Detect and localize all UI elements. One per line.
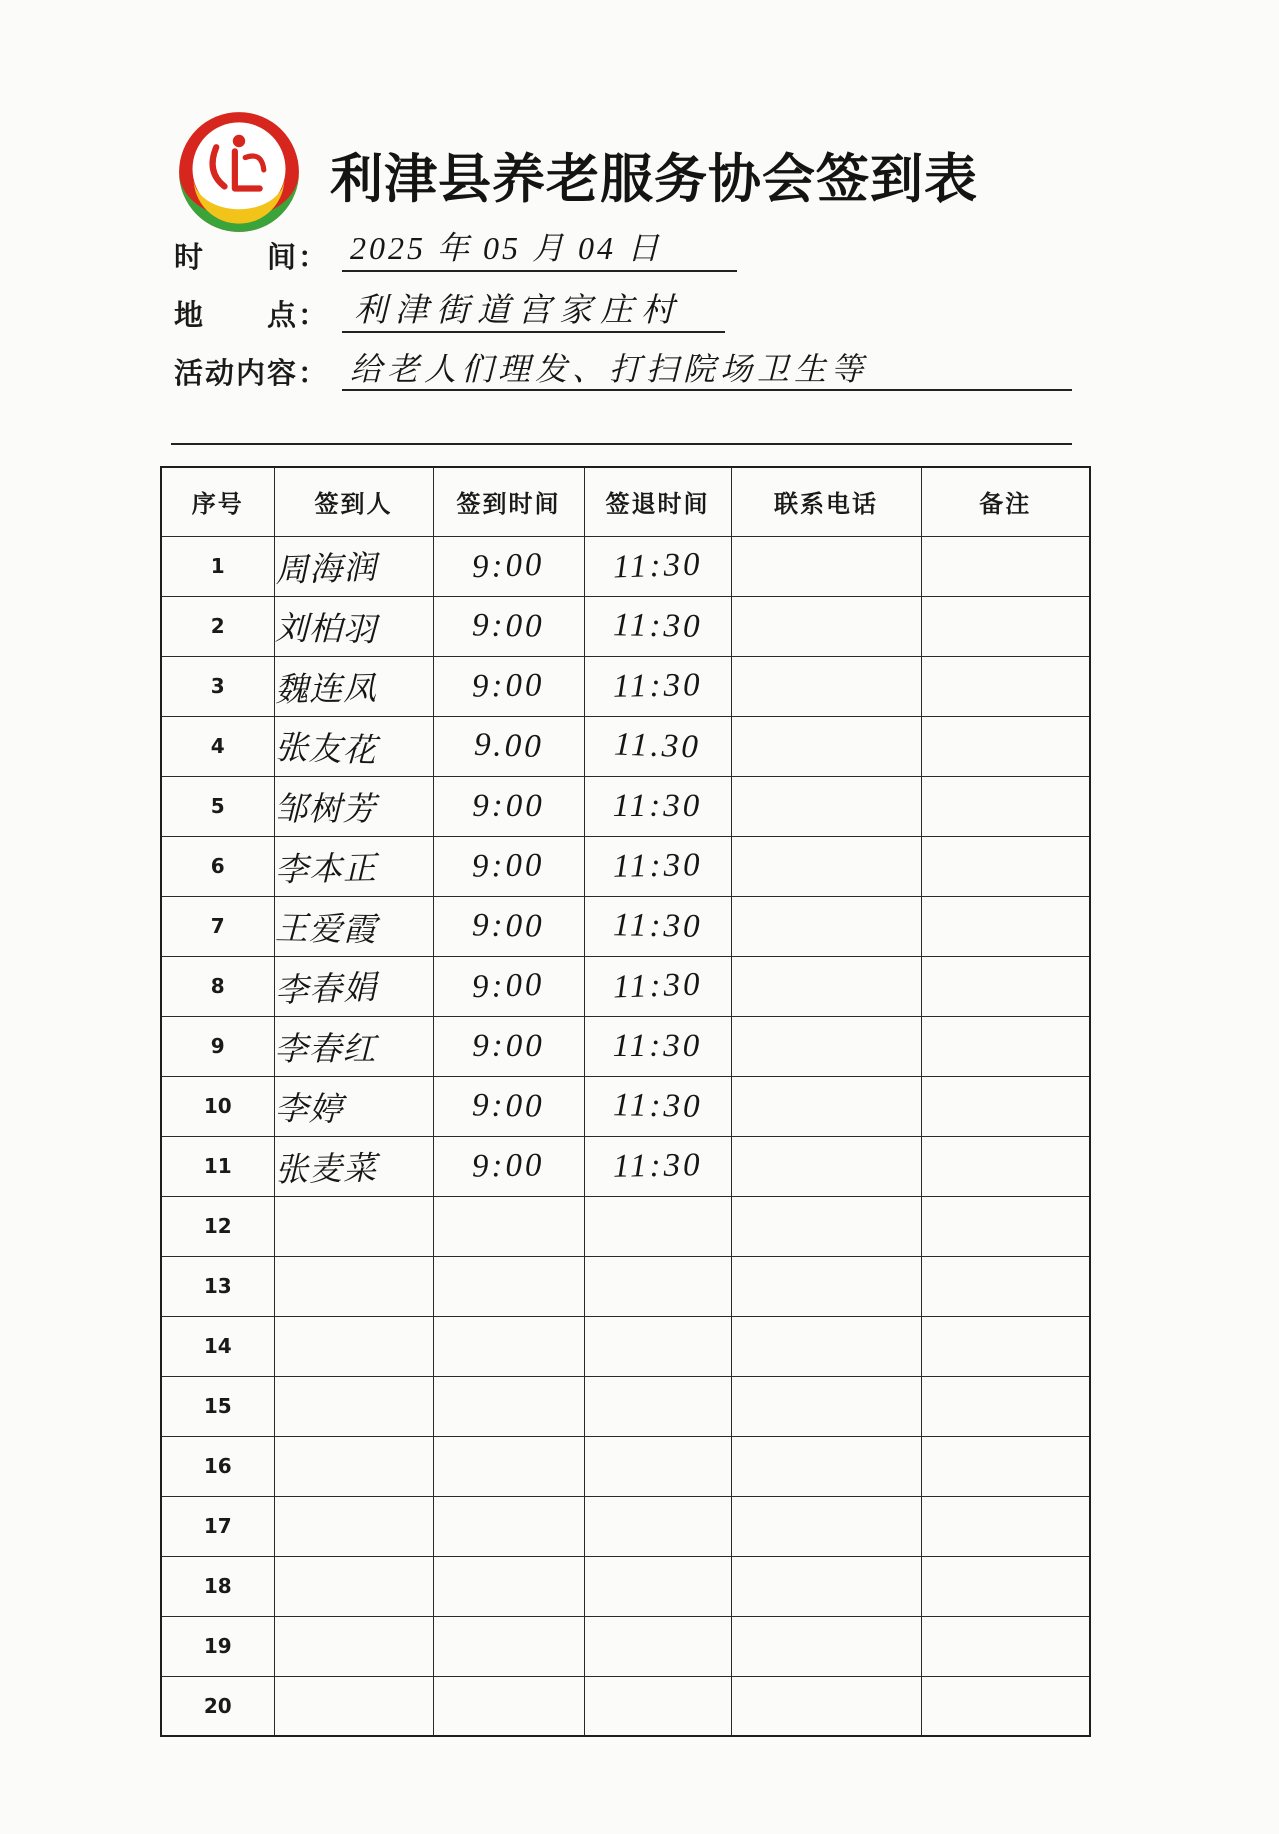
sign-in-time-cell: [433, 536, 584, 596]
table-header-row: [161, 467, 1090, 536]
remark-cell: [921, 1616, 1090, 1676]
sign-in-time: 9:00: [471, 1146, 546, 1185]
sign-in-time: 9:00: [471, 1086, 546, 1125]
table-row: [161, 596, 1090, 656]
sign-in-time: 9:00: [471, 666, 546, 705]
sign-in-time: 9:00: [472, 787, 545, 824]
time-value: 2025 年 05 月 04 日: [350, 230, 663, 266]
remark-cell: [921, 896, 1090, 956]
sign-in-time-cell: [433, 1016, 584, 1076]
sign-in-time-cell: [433, 956, 584, 1016]
signer-name-cell: [274, 1256, 433, 1316]
signer-name: 李春娟: [274, 969, 378, 1010]
remark-cell: [921, 1076, 1090, 1136]
contact-phone-cell: [731, 1196, 921, 1256]
sign-out-time: 11.30: [613, 725, 702, 766]
contact-phone-cell: [731, 716, 921, 776]
sign-in-time-cell: [433, 1496, 584, 1556]
table-row: [161, 956, 1090, 1016]
sign-out-time-cell: [584, 1676, 731, 1736]
sign-in-time-cell: [433, 1616, 584, 1676]
row-number-cell: 19: [161, 1616, 274, 1676]
sign-in-time: 9:00: [471, 906, 546, 945]
sign-in-time-cell: [433, 1436, 584, 1496]
row-number-cell: 3: [161, 656, 274, 716]
place-value: 利津街道宫家庄村: [354, 293, 682, 329]
signer-name-cell: [274, 1076, 433, 1136]
table-row: [161, 1256, 1090, 1316]
sign-in-time-cell: [433, 1376, 584, 1436]
signer-name: 魏连凤: [274, 670, 377, 709]
sign-in-time: 9:00: [472, 1027, 545, 1064]
row-number-cell: 2: [161, 596, 274, 656]
sign-out-time: 11:30: [612, 965, 703, 1006]
sign-in-time-cell: [433, 1136, 584, 1196]
sign-out-time-cell: [584, 1316, 731, 1376]
sign-out-time: 11:30: [612, 1146, 703, 1185]
row-number-cell: 20: [161, 1676, 274, 1736]
table-row: [161, 1196, 1090, 1256]
remark-cell: [921, 1676, 1090, 1736]
activity-value: 给老人们理发、打扫院场卫生等: [350, 351, 869, 387]
contact-phone-cell: [731, 836, 921, 896]
sign-out-time: 11:30: [612, 1086, 703, 1125]
signer-name: 李春红: [274, 1031, 377, 1068]
signer-name-cell: [274, 716, 433, 776]
sign-out-time-cell: [584, 716, 731, 776]
sign-in-time: 9:00: [471, 966, 546, 1005]
row-number-cell: 18: [161, 1556, 274, 1616]
row-number-cell: 6: [161, 836, 274, 896]
signer-name: 李本正: [274, 850, 377, 889]
signer-name-cell: [274, 1436, 433, 1496]
sign-in-time-cell: [433, 1256, 584, 1316]
contact-phone-cell: [731, 956, 921, 1016]
table-row: [161, 1016, 1090, 1076]
header-sign-in-time: 签到时间: [433, 467, 584, 536]
sign-out-time-cell: [584, 1136, 731, 1196]
signer-name-cell: [274, 1556, 433, 1616]
sign-out-time: 11:30: [612, 545, 703, 586]
row-number-cell: 11: [161, 1136, 274, 1196]
signer-name-cell: [274, 1136, 433, 1196]
sign-out-time: 11:30: [612, 666, 703, 705]
sign-out-time: 11:30: [612, 787, 703, 824]
signer-name-cell: [274, 1496, 433, 1556]
sign-out-time-cell: [584, 1256, 731, 1316]
signer-name-cell: [274, 1016, 433, 1076]
row-number-cell: 7: [161, 896, 274, 956]
row-number-cell: 10: [161, 1076, 274, 1136]
sign-out-time-cell: [584, 1016, 731, 1076]
sign-out-time-cell: [584, 956, 731, 1016]
remark-cell: [921, 956, 1090, 1016]
association-logo: [177, 110, 301, 234]
contact-phone-cell: [731, 1556, 921, 1616]
remark-cell: [921, 536, 1090, 596]
row-number-cell: 4: [161, 716, 274, 776]
sign-out-time-cell: [584, 656, 731, 716]
remark-cell: [921, 1196, 1090, 1256]
signer-name-cell: [274, 836, 433, 896]
contact-phone-cell: [731, 1676, 921, 1736]
row-number-cell: 8: [161, 956, 274, 1016]
sign-out-time: 11:30: [612, 606, 703, 645]
sign-in-time-cell: [433, 716, 584, 776]
sign-in-time-cell: [433, 776, 584, 836]
remark-cell: [921, 1436, 1090, 1496]
header-signer: 签到人: [274, 467, 433, 536]
remark-cell: [921, 1376, 1090, 1436]
sign-out-time-cell: [584, 1376, 731, 1436]
row-number-cell: 5: [161, 776, 274, 836]
sign-in-time-cell: [433, 1556, 584, 1616]
row-number-cell: 12: [161, 1196, 274, 1256]
row-number-cell: 14: [161, 1316, 274, 1376]
sign-out-time-cell: [584, 1496, 731, 1556]
page-title: 利津县养老服务协会签到表: [330, 149, 978, 210]
contact-phone-cell: [731, 1316, 921, 1376]
table-row: [161, 1076, 1090, 1136]
sign-out-time: 11:30: [612, 906, 703, 945]
row-number-cell: 16: [161, 1436, 274, 1496]
signer-name-cell: [274, 536, 433, 596]
sign-in-table: [160, 466, 1091, 1737]
table-row: [161, 1376, 1090, 1436]
row-number-cell: 13: [161, 1256, 274, 1316]
signer-name-cell: [274, 1196, 433, 1256]
activity-underline: [342, 389, 1072, 391]
header-contact-phone: 联系电话: [731, 467, 921, 536]
signer-name-cell: [274, 596, 433, 656]
signer-name: 邹树芳: [274, 791, 377, 828]
remark-cell: [921, 1016, 1090, 1076]
time-label: 时 间：: [174, 240, 330, 274]
sign-out-time-cell: [584, 1076, 731, 1136]
signer-name-cell: [274, 776, 433, 836]
table-row: [161, 656, 1090, 716]
signer-name-cell: [274, 1676, 433, 1736]
row-number-cell: 15: [161, 1376, 274, 1436]
table-body: [161, 536, 1090, 1736]
remark-cell: [921, 596, 1090, 656]
sign-in-time-cell: [433, 1316, 584, 1376]
table-row: [161, 716, 1090, 776]
sign-out-time-cell: [584, 1196, 731, 1256]
remark-cell: [921, 776, 1090, 836]
signer-name: 周海润: [274, 549, 378, 590]
blank-line: [171, 443, 1072, 445]
sign-in-time: 9:00: [471, 846, 546, 885]
remark-cell: [921, 1136, 1090, 1196]
table-row: [161, 536, 1090, 596]
contact-phone-cell: [731, 656, 921, 716]
sign-out-time-cell: [584, 776, 731, 836]
row-number-cell: 9: [161, 1016, 274, 1076]
contact-phone-cell: [731, 1016, 921, 1076]
sign-in-time: 9:00: [471, 546, 546, 585]
remark-cell: [921, 1496, 1090, 1556]
signer-name-cell: [274, 1316, 433, 1376]
sign-out-time: 11:30: [612, 846, 703, 885]
signer-name-cell: [274, 656, 433, 716]
remark-cell: [921, 836, 1090, 896]
contact-phone-cell: [731, 1376, 921, 1436]
contact-phone-cell: [731, 896, 921, 956]
contact-phone-cell: [731, 1136, 921, 1196]
place-underline: [342, 331, 725, 333]
remark-cell: [921, 1256, 1090, 1316]
row-number-cell: 1: [161, 536, 274, 596]
row-number-cell: 17: [161, 1496, 274, 1556]
place-label: 地 点：: [174, 298, 330, 332]
sign-in-time: 9.00: [473, 726, 544, 765]
table-row: [161, 896, 1090, 956]
contact-phone-cell: [731, 1436, 921, 1496]
contact-phone-cell: [731, 1496, 921, 1556]
table-row: [161, 1616, 1090, 1676]
table-row: [161, 1496, 1090, 1556]
signer-name-cell: [274, 956, 433, 1016]
time-underline: [342, 270, 737, 272]
header-remarks: 备注: [921, 467, 1090, 536]
table-row: [161, 1676, 1090, 1736]
signer-name-cell: [274, 1376, 433, 1436]
contact-phone-cell: [731, 1076, 921, 1136]
sign-out-time-cell: [584, 836, 731, 896]
header-sign-out-time: 签退时间: [584, 467, 731, 536]
contact-phone-cell: [731, 536, 921, 596]
table-row: [161, 1136, 1090, 1196]
remark-cell: [921, 1556, 1090, 1616]
sign-in-time-cell: [433, 896, 584, 956]
signer-name: 张麦菜: [274, 1150, 377, 1189]
activity-label: 活动内容：: [174, 356, 330, 390]
sign-out-time-cell: [584, 1436, 731, 1496]
remark-cell: [921, 656, 1090, 716]
contact-phone-cell: [731, 1256, 921, 1316]
sign-out-time-cell: [584, 596, 731, 656]
sign-in-time-cell: [433, 596, 584, 656]
contact-phone-cell: [731, 1616, 921, 1676]
remark-cell: [921, 716, 1090, 776]
sign-out-time-cell: [584, 1556, 731, 1616]
remark-cell: [921, 1316, 1090, 1376]
sign-in-time-cell: [433, 1676, 584, 1736]
sign-in-time-cell: [433, 836, 584, 896]
sign-out-time-cell: [584, 1616, 731, 1676]
sign-in-time-cell: [433, 1076, 584, 1136]
sign-in-time: 9:00: [471, 606, 546, 645]
contact-phone-cell: [731, 596, 921, 656]
signer-name: 张友花: [273, 729, 377, 770]
table-row: [161, 1316, 1090, 1376]
header-serial-no: 序号: [161, 467, 274, 536]
table-row: [161, 1436, 1090, 1496]
signer-name: 刘柏羽: [274, 610, 377, 649]
signer-name-cell: [274, 1616, 433, 1676]
sign-in-time-cell: [433, 1196, 584, 1256]
sign-out-time-cell: [584, 536, 731, 596]
sign-in-time-cell: [433, 656, 584, 716]
signer-name: 王爱霞: [274, 910, 377, 949]
table-row: [161, 1556, 1090, 1616]
contact-phone-cell: [731, 776, 921, 836]
signer-name-cell: [274, 896, 433, 956]
table-row: [161, 836, 1090, 896]
signer-name: 李婷: [274, 1090, 343, 1129]
table-row: [161, 776, 1090, 836]
sign-out-time: 11:30: [612, 1027, 703, 1064]
sign-out-time-cell: [584, 896, 731, 956]
